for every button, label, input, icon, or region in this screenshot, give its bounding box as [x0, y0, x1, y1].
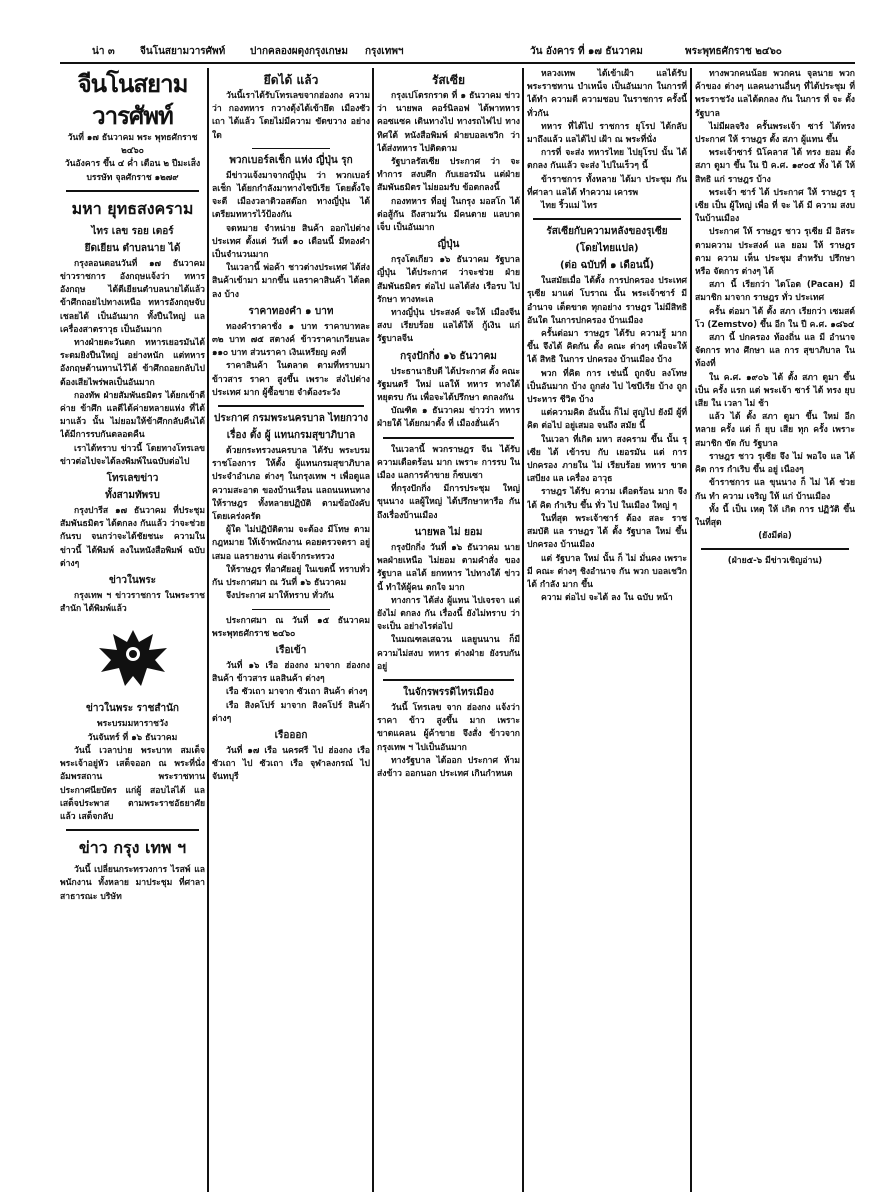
article-paragraph: ในเวลานี้ พ่อค้า ชาวต่างประเทศ ได้ส่ง สินค้าเข้ามา มากขึ้น แลราคาสินค้า ได้ลดลง บ้าง: [212, 263, 370, 300]
article-paragraph: ความ ต่อไป จะได้ ลง ใน ฉบับ หน้า: [541, 593, 673, 604]
article-heading: รัสเซียกับความหลังของรุเซีย: [546, 226, 668, 238]
article-paragraph: วันนี้ โทรเลข จาก ฮ่องกง แจ้งว่า ราคา ข้าว สูงขึ้น มาก เพราะ ขาดแคลน ผู้ค้าขาย จึงสั่ง ข้าวจาก กรุงเทพ ฯ ไปเป็นอันมาก: [377, 702, 520, 753]
article-heading: ข่าวในพระ: [108, 575, 157, 587]
section-rule: [383, 679, 514, 681]
article-paragraph: กรุงลอนดอนวันที่ ๑๗ ธันวาคม ข่าวราชการ อังกฤษแจ้งว่า ทหารอังกฤษ ได้ตีเยียนตำบลนายได้แล้ว ข้าศึกถอยไปทางเหนือ ทหารอังกฤษจับเชลยได้ เป็นอันมาก ทั้งปืนใหญ่ แลเครื่องสาตราวุธ เป็นอันมาก: [60, 258, 205, 335]
article-paragraph: สภา นี้ ปกครอง ท้องถิ่น แล มี อำนาจ จัดการ ทาง ศึกษา แล การ สุขาภิบาล ในท้องที่: [695, 333, 855, 370]
article-paragraph: กรุงเทพ ฯ ข่าวราชการ ในพระราชสำนัก ได้พิมพ์แล้ว: [60, 591, 205, 615]
article-paragraph: สภา นี้ เรียกว่า ไดโอต (Pacaн) มีสมาชิก มาจาก ราษฎร ทั่ว ประเทศ: [695, 280, 855, 304]
article-paragraph: กรุงเปโตรกราด ที่ ๑ ธันวาคม ข่าวว่า นายพล คอร์นิลอฟ ได้พาทหาร คอซแซค เดินทางไป ทางรถไฟไป ทางทิศใต้ หนังสือพิมพ์ ฝ่ายบอลเชวิก ว่า ได้ส่งทหาร ไปติดตาม: [377, 91, 520, 154]
article-paragraph: ทางการ ได้ส่ง ผู้แทน ไปเจรจา แต่ยังไม่ ตกลง กัน เรื่องนี้ ยังไม่ทราบ ว่าจะเป็น อย่างไรต่อไป: [377, 595, 520, 633]
article-paragraph: ไทย ริ้วแม่ ไทร: [541, 201, 598, 212]
column-divider: [372, 68, 374, 1192]
article-heading: (โดยไทยแปล): [575, 243, 639, 255]
article-heading: นายพล ไม่ ยอม: [414, 526, 483, 538]
issue-date: วัน อังคาร ที่ ๑๗ ธันวาคม: [530, 46, 643, 57]
article-paragraph: ทหาร ที่ได้ไป ราชการ ยุโรป ได้กลับ มาถึงแล้ว แลได้ไป เฝ้า ณ พระที่นั่ง: [527, 121, 687, 146]
article-heading: พวกเบอร์ลเช็ก แห่ง ญี่ปุ่น รุก: [229, 154, 353, 166]
page-number: น่า ๓: [92, 46, 115, 57]
article-heading: (ยังมีต่อ): [758, 531, 792, 542]
article-paragraph: ประธานาธิบดี ได้ประกาศ ตั้ง คณะรัฐมนตรี ใหม่ แลให้ ทหาร ทางใต้ หยุดรบ กัน เพื่อจะได้ปรึกษา ตกลงกัน: [377, 366, 520, 404]
article-paragraph: พวก ที่คิด การ เช่นนี้ ถูกจับ ลงโทษ เป็นอันมาก บ้าง ถูกส่ง ไป ไซบีเรีย บ้าง ถูกประหาร ชีวิต บ้าง: [527, 368, 687, 406]
article-paragraph: รัฐบาลรัสเซีย ประกาศ ว่า จะทำการ สงบศึก กับเยอรมัน แต่ฝ่าย สัมพันธมิตร ไม่ยอมรับ ข้อตกลงนี้: [377, 157, 520, 194]
section-rule: [66, 829, 199, 831]
column-divider: [522, 68, 524, 1192]
article-paragraph: วันนี้เราได้รับโทรเลขจากฮ่องกง ความว่า กองทหาร กวางตุ้งได้เข้ายึด เมืองซัวเถา ได้แล้ว โดยไม่มีความ ขัดขวาง อย่างใด: [212, 91, 370, 141]
article-paragraph: ทั้ง นี้ เป็น เหตุ ให้ เกิด การ ปฏิวัติ ขึ้น ในที่สุด: [695, 504, 855, 528]
article-paragraph: ครั้นต่อมา ราษฎร ได้รับ ความรู้ มากขึ้น จึงได้ คิดกัน ตั้ง คณะ ต่างๆ เพื่อจะให้ ได้ สิทธิ ในการ ปกครอง บ้านเมือง บ้าง: [527, 329, 687, 366]
article-paragraph: ไม่มีผลจริง ครั้นพระเจ้า ซาร์ ได้ทรง ประกาศ ให้ ราษฎร ตั้ง สภา ผู้แทน ขึ้น: [695, 121, 855, 146]
article-heading: เรือเข้า: [275, 644, 307, 656]
article-paragraph: ในสมัยเมื่อ ได้ตั้ง การปกครอง ประเทศ รุเซีย มาแต่ โบราณ นั้น พระเจ้าซาร์ มีอำนาจ เด็ดขาด ทุกอย่าง ราษฎร ไม่มีสิทธิ อันใด ในการปกครอง บ้านเมือง: [527, 276, 687, 326]
article-paragraph: ข้าราชการ ทั้งหลาย ได้มา ประชุม กัน ที่ศาลา แลได้ ทำความ เคารพ: [527, 174, 687, 198]
article-paragraph: วันนี้ เวลาบ่าย พระบาท สมเด็จพระเจ้าอยู่หัว เสด็จออก ณ พระที่นั่ง อัมพรสถาน พระราชทานประกาศนียบัตร แก่ผู้ สอบไล่ได้ แลเสด็จประพาส ตามพระราชอัธยาศัย แล้ว เสด็จกลับ: [60, 745, 205, 822]
article-paragraph: บัณฑิต ๑ ธันวาคม ข่าวว่า ทหารฝ่ายใต้ ได้ยกมาตั้ง ที่ เมืองฮั่นเค้า: [377, 406, 520, 430]
article-paragraph: พระเจ้าซาร์ นิโคลาส ได้ ทรง ยอม ตั้ง สภา ดูมา ขึ้น ใน ปี ค.ศ. ๑๙๐๕ ทั้ง ได้ ให้ สิทธิ แก่ ราษฎร บ้าง: [695, 148, 855, 185]
city: กรุงเทพฯ: [365, 46, 404, 57]
article-heading: ข่าว กรุง เทพ ฯ: [78, 838, 187, 858]
column-5: [695, 68, 855, 1192]
article-heading: วันจันทร์ ที่ ๑๖ ธันวาคม: [87, 732, 178, 743]
article-heading: ยึดได้ แล้ว: [263, 73, 319, 87]
article-heading: เรือออก: [274, 729, 308, 741]
article-paragraph: เราได้ทราบ ข่าวนี้ โดยทางโทรเลข ข่าวต่อไปจะได้ลงพิมพ์ในฉบับต่อไป: [60, 443, 205, 467]
article-heading: มหา ยุทธสงคราม: [71, 198, 194, 218]
garuda-emblem-icon: [60, 624, 205, 694]
article-paragraph: แต่ความคิด อันนั้น ก็ไม่ สูญไป ยังมี ผู้ที่ คิด ต่อไป อยู่เสมอ จนถึง สมัย นี้: [527, 408, 687, 432]
article-paragraph: ให้ราษฎร ที่อาศัยอยู่ ในเขตนี้ ทราบทั่วกัน ประกาศมา ณ วันที่ ๑๖ ธันวาคม: [212, 564, 370, 589]
article-heading: ยึดเยียน ตำบลนาย ได้: [84, 242, 181, 254]
article-heading: กรุงปักกิ่ง ๑๖ ธันวาคม: [400, 350, 497, 362]
article-paragraph: ราษฎร ชาว รุเซีย จึง ไม่ พอใจ แล ได้ คิด การ กำเริบ ขึ้น อยู่ เนืองๆ: [695, 451, 855, 476]
article-paragraph: ทางรัฐบาล ได้ออก ประกาศ ห้าม ส่งข้าว ออกนอก ประเทศ เกินกำหนด: [377, 755, 520, 779]
column-2: [212, 68, 370, 1192]
article-heading: โทรเลขข่าว: [106, 473, 159, 485]
article-heading: (ต่อ ฉบับที่ ๑ เดือนนี้): [559, 260, 655, 272]
article-paragraph: วันนี้ เปลี่ยนกระทรวงการ ไรสพ์ แลพนักงาน ทั้งหลาย มาประชุม ที่ศาลา สาธารณะ บริษัท: [60, 865, 205, 902]
article-paragraph: จึงประกาศ มาให้ทราบ ทั่วกัน: [226, 591, 334, 602]
article-heading: ในจักรพรรดิไทรเมือง: [403, 686, 494, 698]
article-paragraph: ข้าราชการ แล ขุนนาง ก็ ไม่ ได้ ช่วย กัน ทำ ความ เจริญ ให้ แก่ บ้านเมือง: [695, 478, 855, 502]
paper-name: จีนโนสยามวารศัพท์: [140, 46, 226, 57]
section-rule: [66, 190, 199, 192]
article-heading: วันอังคาร ขึ้น ๔ ค่ำ เดือน ๒ ปีมะเส็ง: [64, 159, 201, 170]
article-paragraph: แล้ว ได้ ตั้ง สภา ดูมา ขึ้น ใหม่ อีก หลาย ครั้ง แต่ ก็ ยุบ เสีย ทุก ครั้ง เพราะ สมาชิก ขัด กับ รัฐบาล: [695, 412, 855, 449]
article-paragraph: ด้วยกระทรวงนครบาล ได้รับ พระบรมราชโองการ ให้ตั้ง ผู้แทนกรมสุขาภิบาล ประจำอำเภอ ต่างๆ ในกรุงเทพ ฯ เพื่อดูแล ความสะอาด ของบ้านเรือน แลถนนหนทาง ให้ราษฎร ทั้งหลายปฏิบัติ ตามข้อบังคับ โดยเคร่งครัด: [212, 446, 370, 523]
article-paragraph: ในเวลานี้ พวกราษฎร จีน ได้รับ ความเดือดร้อน มาก เพราะ การรบ ในเมือง แลการค้าขาย ก็ซบเซา: [377, 444, 520, 482]
article-heading: ประกาศ กรมพระนครบาล ไทยกวาง: [213, 413, 369, 425]
article-paragraph: พระเจ้า ซาร์ ได้ ประกาศ ให้ ราษฎร รุเซีย เป็น ผู้ใหญ่ เพื่อ ที่ จะ ได้ มี ความ สงบ ในบ้านเมือง: [695, 187, 855, 225]
article-paragraph: ครั้น ต่อมา ได้ ตั้ง สภา เรียกว่า เซมสต์โว (Zemstvo) ขึ้น อีก ใน ปี ค.ศ. ๑๘๖๔: [695, 306, 855, 330]
article-paragraph: กรุงปารีส ๑๗ ธันวาคม ที่ประชุม สัมพันธมิตร ได้ตกลง กันแล้ว ว่าจะช่วยกันรบ จนกว่าจะได้ชัยชนะ ความในข่าวนี้ ได้พิมพ์ ลงในหนังสือพิมพ์ ฉบับต่างๆ: [60, 506, 205, 569]
article-paragraph: กรุงโตเกียว ๑๖ ธันวาคม รัฐบาลญี่ปุ่น ได้ประกาศ ว่าจะช่วย ฝ่ายสัมพันธมิตร ต่อไป แลได้ส่ง เรือรบ ไปรักษา ทางทะเล: [377, 255, 520, 305]
article-paragraph: กรุงปักกิ่ง วันที่ ๑๖ ธันวาคม นายพลฝ่ายเหนือ ไม่ยอม ตามคำสั่ง ของรัฐบาล แลได้ ยกทหาร ไปทางใต้ ข่าวนี้ ทำให้ผู้คน ตกใจ มาก: [377, 542, 520, 593]
section-rule: [252, 609, 330, 610]
article-paragraph: ในเวลา ที่เกิด มหา สงคราม ขึ้น นั้น รุเซีย ได้ เข้ารบ กับ เยอรมัน แต่ การ ปกครอง ภายใน ไม่ เรียบร้อย ทหาร ขาด เสบียง แล เครื่อง อาวุธ: [527, 434, 687, 485]
article-paragraph: แต่ รัฐบาล ใหม่ นั้น ก็ ไม่ มั่นคง เพราะ มี คณะ ต่างๆ ชิงอำนาจ กัน พวก บอลเชวิก ได้ กำลัง มาก ขึ้น: [527, 553, 687, 590]
article-paragraph: มีข่าวแจ้งมาจากญี่ปุ่น ว่า พวกเบอร์ลเช็ก ได้ยกกำลังมาทางไซบีเรีย โดยตั้งใจจะตี เมืองวลาดิวอสต๊อก ทางญี่ปุ่น ได้เตรียมทหารไว้ป้องกัน: [212, 170, 370, 221]
article-paragraph: ประกาศ ให้ ราษฎร ชาว รุเซีย มี อิสระ ตามความ ประสงค์ แล ยอม ให้ ราษฎร ตาม ความ เห็น ประชุม สำหรับ ปรึกษา หรือ จัดการ ต่างๆ ได้: [695, 227, 855, 278]
article-paragraph: วันที่ ๑๖ เรือ ฮ่องกง มาจาก ฮ่องกง สินค้า ข้าวสาร แลสินค้า ต่างๆ: [212, 660, 370, 685]
column-divider: [207, 68, 209, 1192]
column-1: [60, 68, 205, 1192]
article-paragraph: ทางญี่ปุ่น ประสงค์ จะให้ เมืองจีน สงบ เรียบร้อย แลได้ให้ กู้เงิน แก่รัฐบาลจีน: [377, 308, 520, 345]
article-paragraph: ทางฝ่ายตะวันตก ทหารเยอรมันได้ ระดมยิงปืนใหญ่ อย่างหนัก แต่ทหารอังกฤษต้านทานไว้ได้ ข้าศึกถอยกลับไป ต้องเสียไพร่พลเป็นอันมาก: [60, 338, 205, 388]
article-paragraph: กองทัพ ฝ่ายสัมพันธมิตร ได้ยกเข้าตีค่าย ข้าศึก แลตีได้ค่ายหลายแห่ง ที่ได้มาแล้ว นั้น ไม่ยอมให้ข้าศึกกลับคืนได้ ได้มีการรบกันตลอดคืน: [60, 390, 205, 441]
article-heading: พระบรมมหาราชวัง: [96, 719, 169, 730]
column-divider: [690, 68, 692, 1192]
article-paragraph: เรือ ซัวเถา มาจาก ซัวเถา สินค้า ต่างๆ: [226, 687, 368, 698]
article-heading: ข่าวในพระ ราชสำนัก: [86, 703, 179, 715]
article-paragraph: ทางพวกคนน้อย พวกคน จุลนาย พวกค้าของ ต่างๆ แลคนงานอื่นๆ ที่ได้ประชุม ที่ พระราชวัง แลได้ตกลง กัน ในการ ที่ จะ ตั้ง รัฐบาล: [695, 69, 855, 119]
article-paragraph: ใน ค.ศ. ๑๙๐๖ ได้ ตั้ง สภา ดูมา ขึ้น เป็น ครั้ง แรก แต่ พระเจ้า ซาร์ ได้ ทรง ยุบ เสีย ใน เวลา ไม่ ช้า: [695, 372, 855, 410]
article-paragraph: ทองคำราคาชั่ง ๑ บาท ราคาบาทละ ๓๒ บาท ๗๕ สตางค์ ข้าวราคาเกวียนละ ๑๑๐ บาท ส่วนราคา เงินเหรียญ คงที่: [212, 321, 370, 359]
article-paragraph: ในมณฑลเสฉวน แลยูนนาน ก็มี ความไม่สงบ ทหาร ต่างฝ่าย ยังรบกัน อยู่: [377, 635, 520, 672]
article-paragraph: ที่กรุงปักกิ่ง มีการประชุม ใหญ่ ขุนนาง แลผู้ใหญ่ ได้ปรึกษาหารือ กัน ถึงเรื่องบ้านเมือง: [377, 484, 520, 521]
header-rule: [60, 62, 855, 64]
article-paragraph: วันที่ ๑๗ เรือ นครศรี ไป ฮ่องกง เรือ ซัวเถา ไป ซัวเถา เรือ จุฬาลงกรณ์ ไป จันทบุรี: [212, 745, 370, 783]
article-heading: เรื่อง ตั้ง ผู้ แทนกรมสุขาภิบาล: [226, 430, 356, 442]
column-4: [527, 68, 687, 1192]
article-heading: ไทร เลข รอย เตอร์: [91, 225, 174, 237]
article-paragraph: ประกาศมา ณ วันที่ ๑๕ ธันวาคม พระพุทธศักราช ๒๔๖๐: [212, 615, 370, 639]
article-paragraph: การที่ จะส่ง ทหารไทย ไปยุโรป นั้น ได้ตกลง กันแล้ว จะส่ง ไปในเร็วๆ นี้: [527, 148, 687, 172]
section-rule: [701, 548, 849, 550]
article-paragraph: ผู้ใด ไม่ปฏิบัติตาม จะต้อง มีโทษ ตามกฎหมาย ให้เจ้าพนักงาน คอยตรวจตรา อยู่เสมอ แลรายงาน ต่อเจ้ากระทรวง: [212, 525, 370, 562]
section-rule: [252, 148, 330, 149]
article-heading: รัสเซีย: [431, 73, 466, 87]
article-heading: (ฝ่าย๕-๖ มีข่าวเชิญอ่าน): [727, 556, 823, 567]
article-paragraph: ราคาสินค้า ในตลาด ตามที่ทราบมา ข้าวสาร ราคา สูงขึ้น เพราะ ส่งไปต่างประเทศ มาก ผู้ซื้อขาย จำต้องระวัง: [212, 361, 370, 398]
article-heading: ญี่ปุ่น: [437, 239, 460, 251]
masthead-title: จีนโนสยามวารศัพท์: [77, 69, 188, 130]
article-heading: ราคาทองคำ ๑ บาท: [248, 305, 334, 317]
section-rule: [383, 437, 514, 439]
article-heading: บรรษัท จุลศักราช ๑๒๗๙: [86, 172, 179, 183]
location: ปากคลองผดุงกรุงเกษม: [250, 46, 348, 57]
section-rule: [218, 405, 364, 407]
section-rule: [533, 218, 681, 220]
article-paragraph: เรือ สิงคโปร์ มาจาก สิงคโปร์ สินค้า ต่างๆ: [212, 700, 370, 724]
article-paragraph: ในที่สุด พระเจ้าซาร์ ต้อง สละ ราช สมบัติ แล ราษฎร ได้ ตั้ง รัฐบาล ใหม่ ขึ้น ปกครอง บ้านเมือง: [527, 513, 687, 551]
article-heading: ทั้งสามทัพรบ: [105, 490, 160, 502]
issue-year: พระพุทธศักราช ๒๔๖๐: [685, 46, 782, 57]
article-paragraph: กองทหาร ที่อยู่ ในกรุง มอสโก ได้ต่อสู้กัน ถึงสามวัน มีคนตาย แลบาดเจ็บ เป็นอันมาก: [377, 196, 520, 234]
article-paragraph: ราษฎร ได้รับ ความ เดือดร้อน มาก จึงได้ คิด กำเริบ ขึ้น ทั่ว ไป ในเมือง ใหญ่ ๆ: [527, 487, 687, 511]
article-heading: วันที่ ๑๗ ธันวาคม พระ พุทธศักราช ๒๔๖๐: [67, 133, 198, 157]
article-paragraph: หลวงเทพ ได้เข้าเฝ้า แลได้รับ พระราชทาน บำเหน็จ เป็นอันมาก ในการที่ ได้ทำ ความดี ความชอบ ในราชการ ครั้งนี้ ทั่วกัน: [527, 69, 687, 119]
article-paragraph: จดหมาย จำหน่าย สินค้า ออกไปต่างประเทศ ตั้งแต่ วันที่ ๑๐ เดือนนี้ มีทองคำ เป็นจำนวนมาก: [212, 223, 370, 261]
column-3: [377, 68, 520, 1192]
